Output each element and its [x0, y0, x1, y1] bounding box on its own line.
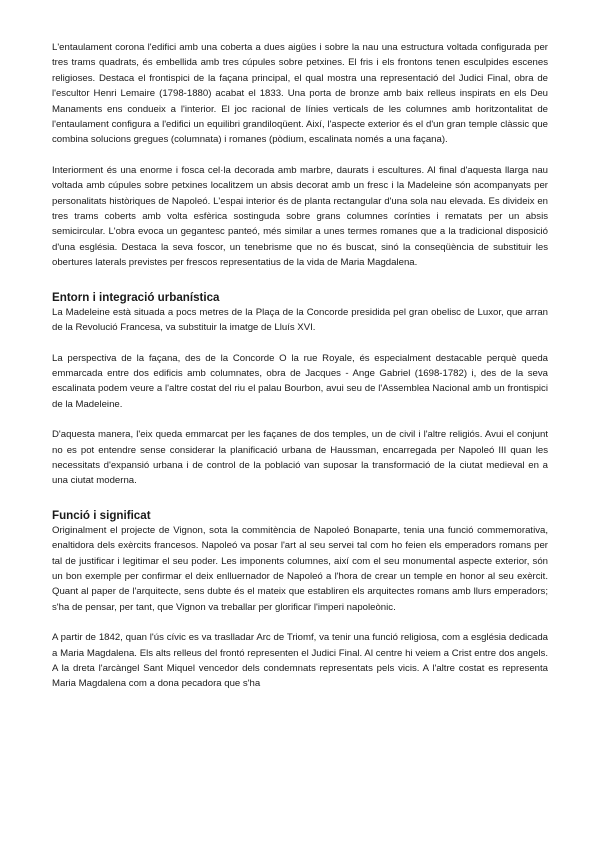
paragraph-religiosa: A partir de 1842, quan l'ús cívic es va traslladar Arc de Triomf, va tenir una funció religiosa, com a església dedicada a Maria Magdalena. Els alts relleus del frontó representen el Judici Final. Al centre hi veiem a Crist entre dos angels. A la dreta l'arcàngel Sant Miquel vencedor dels condemnats representats pels vicis. A l'altre costat es representa Maria Magdalena com a dona pecadora que s'ha	[52, 632, 548, 690]
paragraph-perspectiva: La perspectiva de la façana, des de la Concorde O la rue Royale, és especialment destacable perquè queda emmarcada entre dos edificis amb columnates, obra de Jacques - Ange Gabriel (1698-1782) i, des de la seva escalinata podem veure a l'altre costat del riu el palau Bourbon, avui seu de l'Assemblea Nacional amb un frontispici de la Madeleine.	[52, 352, 548, 410]
heading-funcio: Funció i significat	[52, 508, 151, 522]
paragraph-situacio: La Madeleine està situada a pocs metres de la Plaça de la Concorde presidida pel gran obelisc de Luxor, que arran de la Revolució Francesa, va substituir la imatge de Lluís XVI.	[52, 306, 548, 334]
paragraph-commemorativa: Originalment el projecte de Vignon, sota la commitència de Napoleó Bonaparte, tenia una funció commemorativa, enaltidora dels exèrcits francesos. Napoleó va posar l'art al seu servei tal com ho feien els emperadors romans per tal de justificar i legitimar el seu poder. Les imponents columnes, així com el seu monumental aspecte exterior, són un bon exemple per confirmar el deix enlluernador de Napoleó a l'hora de crear un temple en honor al seu exèrcit. Quant al paper de l'arquitecte, sens dubte és el mateix que establiren els arquitectes romans amb llurs emperadors; s'ha de pensar, per tant, que Vignon va treballar per glorificar l'imperi napoleònic.	[52, 524, 548, 613]
heading-entorn: Entorn i integració urbanística	[52, 290, 220, 304]
paragraph-entaulament: L'entaulament corona l'edifici amb una coberta a dues aigües i sobre la nau una estructura voltada configurada per tres trams quadrats, és embellida amb tres cúpules sobre petxines. El fris i els frontons tenen esculpides escenes religioses. Destaca el frontispici de la façana principal, el qual mostra una representació del Judici Final, obra de l'escultor Henri Lemaire (1798-1880) acabat el 1833. Una porta de bronze amb baix relleus inspirats en els Deu Manaments ens condueix a l'interior. El joc racional de línies verticals de les columnes amb horitzontalitat de l'entaulament configura a l'edifici un equilibri grandiloqüent. Així, l'aspecte exterior és el d'un gran temple clàssic que combina solucions gregues (columnata) i romanes (pòdium, escalinata només a una façana).	[52, 42, 548, 146]
paragraph-eix: D'aquesta manera, l'eix queda emmarcat per les façanes de dos temples, un de civil i l'altre religiós. Avui el conjunt no es pot entendre sense considerar la planificació urbana de Haussman, encarregada per Napoleó III quan les necessitats d'expansió urbana i de control de la població van suposar la transformació de la ciutat medieval en a una ciutat moderna.	[52, 429, 548, 487]
paragraph-interior: Interiorment és una enorme i fosca cel·la decorada amb marbre, daurats i escultures. Al final d'aquesta llarga nau voltada amb cúpules sobre petxines localitzem un absis decorat amb un fresc i la Madeleine són acompanyats per personalitats històriques de Napoleó. L'espai interior és de planta rectangular d'una sola nau elevada. Es divideix en tres trams coberts amb volta esfèrica sostinguda sobre grans columnes corínties i rematats per un absis semicircular. L'obra evoca un gegantesc panteó, més similar a unes termes romanes que a la tradicional disposició d'una església. Destaca la seva foscor, un tenebrisme que no és buscat, sinó la conseqüència de substituir les obertures laterals previstes per frescos representatius de la vida de Maria Magdalena.	[52, 164, 548, 269]
